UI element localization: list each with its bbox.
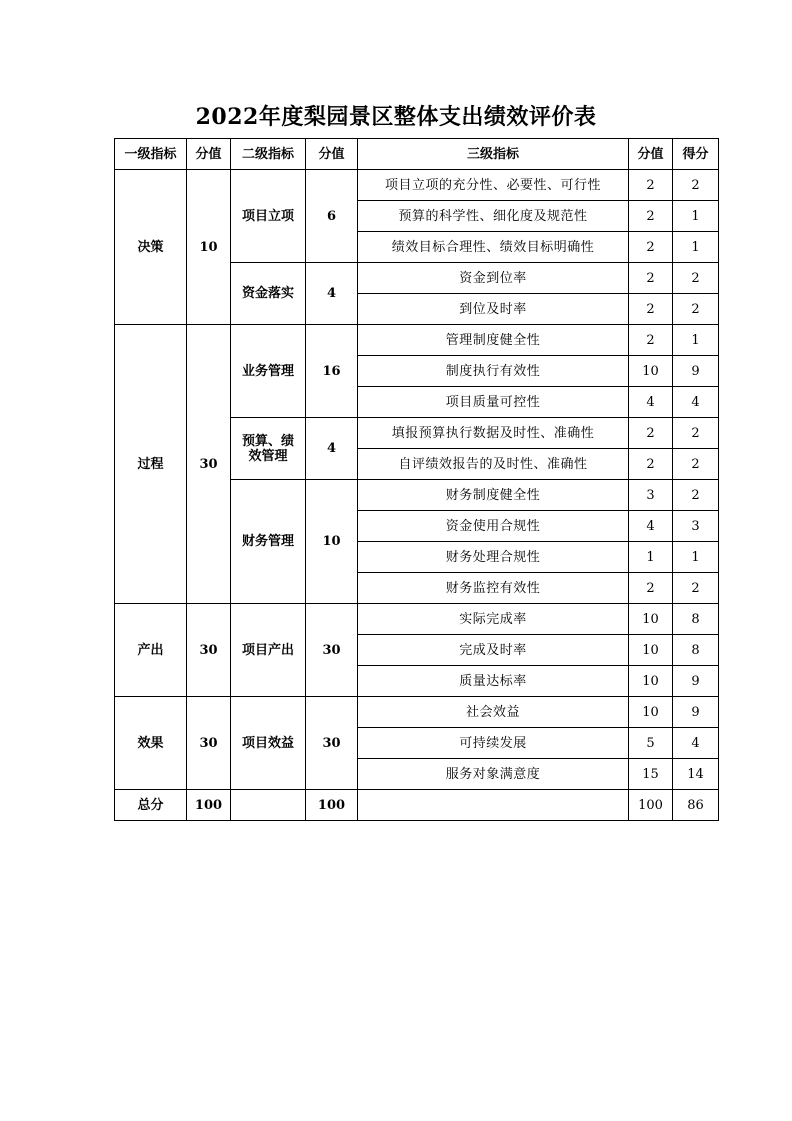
header-row [115,139,719,170]
level3-score-cell: 2 [629,573,673,604]
result-cell: 2 [673,263,719,294]
level2-cell: 项目立项 [231,170,306,263]
result-cell: 2 [673,418,719,449]
level3-cell: 服务对象满意度 [358,759,629,790]
total-row [115,790,719,821]
level1-cell: 产出 [115,604,187,697]
result-cell: 2 [673,449,719,480]
table-row [115,604,719,635]
level3-cell: 预算的科学性、细化度及规范性 [358,201,629,232]
level2-cell: 资金落实 [231,263,306,325]
level1-cell: 效果 [115,697,187,790]
total-score2: 100 [306,790,358,821]
result-cell: 14 [673,759,719,790]
level3-score-cell: 2 [629,170,673,201]
level1-cell: 决策 [115,170,187,325]
result-cell: 8 [673,635,719,666]
total-result: 86 [673,790,719,821]
result-cell: 1 [673,325,719,356]
header-score3: 分值 [629,139,673,170]
level3-score-cell: 10 [629,635,673,666]
level3-score-cell: 2 [629,201,673,232]
level3-cell: 实际完成率 [358,604,629,635]
level3-score-cell: 10 [629,666,673,697]
result-cell: 2 [673,480,719,511]
level3-score-cell: 15 [629,759,673,790]
result-cell: 1 [673,542,719,573]
level3-score-cell: 2 [629,263,673,294]
total-level3 [358,790,629,821]
table-row [115,170,719,201]
level3-score-cell: 1 [629,542,673,573]
level3-score-cell: 3 [629,480,673,511]
result-cell: 1 [673,201,719,232]
level3-cell: 资金到位率 [358,263,629,294]
level3-score-cell: 2 [629,325,673,356]
result-cell: 3 [673,511,719,542]
level3-score-cell: 10 [629,604,673,635]
result-cell: 4 [673,728,719,759]
level2-score-cell: 6 [306,170,358,263]
level3-score-cell: 5 [629,728,673,759]
level3-score-cell: 2 [629,232,673,263]
result-cell: 9 [673,666,719,697]
level3-score-cell: 2 [629,418,673,449]
level3-cell: 制度执行有效性 [358,356,629,387]
level3-cell: 资金使用合规性 [358,511,629,542]
level2-cell: 项目效益 [231,697,306,790]
level2-cell: 业务管理 [231,325,306,418]
level3-cell: 项目立项的充分性、必要性、可行性 [358,170,629,201]
result-cell: 8 [673,604,719,635]
result-cell: 4 [673,387,719,418]
header-level2: 二级指标 [231,139,306,170]
level1-score-cell: 30 [187,697,231,790]
level3-score-cell: 10 [629,356,673,387]
level3-score-cell: 2 [629,449,673,480]
result-cell: 9 [673,697,719,728]
level3-cell: 完成及时率 [358,635,629,666]
level2-score-cell: 16 [306,325,358,418]
level1-score-cell: 10 [187,170,231,325]
header-result: 得分 [673,139,719,170]
total-label: 总分 [115,790,187,821]
level1-score-cell: 30 [187,325,231,604]
level3-cell: 自评绩效报告的及时性、准确性 [358,449,629,480]
level3-cell: 社会效益 [358,697,629,728]
result-cell: 2 [673,573,719,604]
header-score2: 分值 [306,139,358,170]
level2-score-cell: 10 [306,480,358,604]
level3-score-cell: 4 [629,511,673,542]
header-level3: 三级指标 [358,139,629,170]
level3-cell: 财务处理合规性 [358,542,629,573]
level2-score-cell: 30 [306,604,358,697]
level3-score-cell: 4 [629,387,673,418]
result-cell: 2 [673,294,719,325]
total-score1: 100 [187,790,231,821]
header-score1: 分值 [187,139,231,170]
total-level2 [231,790,306,821]
level2-cell: 预算、绩效管理 [231,418,306,480]
level2-score-cell: 4 [306,263,358,325]
result-cell: 1 [673,232,719,263]
result-cell: 2 [673,170,719,201]
level2-score-cell: 30 [306,697,358,790]
level3-cell: 质量达标率 [358,666,629,697]
level3-cell: 财务制度健全性 [358,480,629,511]
level3-score-cell: 2 [629,294,673,325]
level1-score-cell: 30 [187,604,231,697]
evaluation-table [114,138,719,821]
level3-cell: 项目质量可控性 [358,387,629,418]
level3-score-cell: 10 [629,697,673,728]
level2-cell: 项目产出 [231,604,306,697]
total-score3: 100 [629,790,673,821]
level3-cell: 填报预算执行数据及时性、准确性 [358,418,629,449]
level3-cell: 绩效目标合理性、绩效目标明确性 [358,232,629,263]
level3-cell: 到位及时率 [358,294,629,325]
level2-score-cell: 4 [306,418,358,480]
level1-cell: 过程 [115,325,187,604]
header-level1: 一级指标 [115,139,187,170]
table-row [115,325,719,356]
result-cell: 9 [673,356,719,387]
level3-cell: 管理制度健全性 [358,325,629,356]
page-title: 2022年度梨园景区整体支出绩效评价表 [195,104,597,130]
table-row [115,697,719,728]
level2-cell: 财务管理 [231,480,306,604]
level3-cell: 财务监控有效性 [358,573,629,604]
level3-cell: 可持续发展 [358,728,629,759]
